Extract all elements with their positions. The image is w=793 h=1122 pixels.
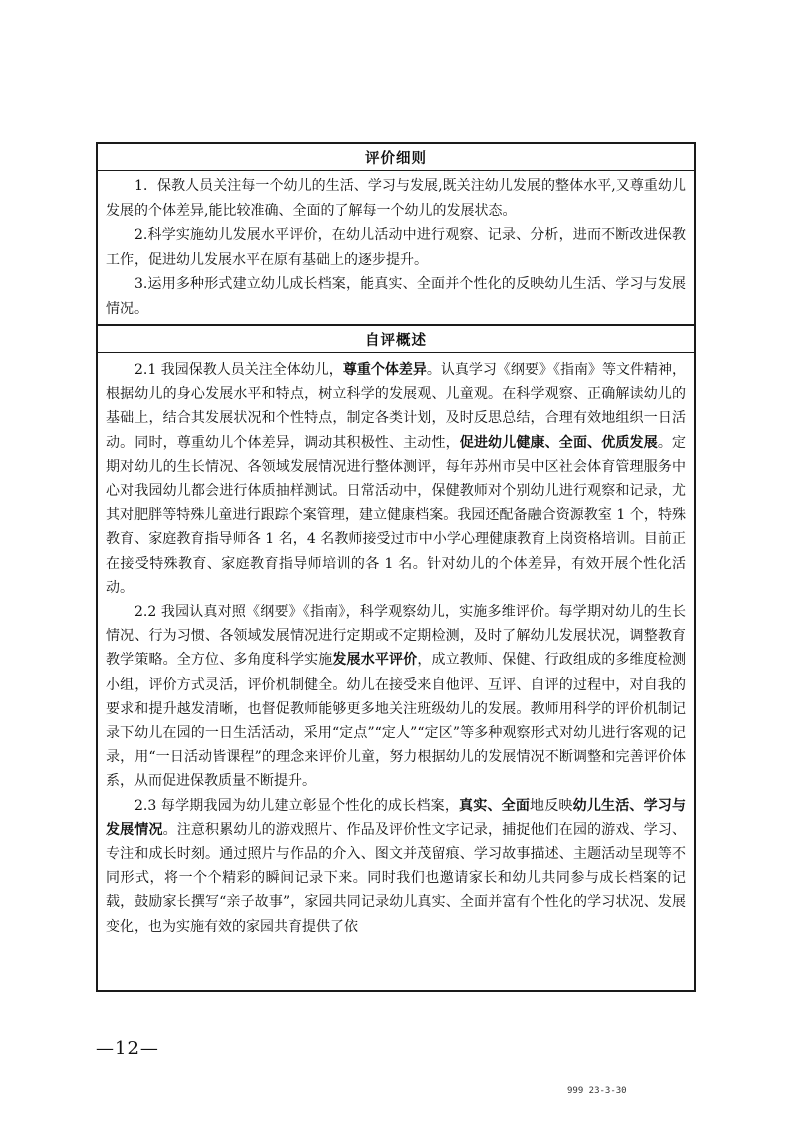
emphasis-text: 促进幼儿健康、全面、优质发展: [459, 434, 658, 451]
criteria-item: 1．保教人员关注每一个幼儿的生活、学习与发展,既关注幼儿发展的整体水平,又尊重幼儿发展的个体差异,能比较准确、全面的了解每一个幼儿的发展状态。: [106, 178, 686, 219]
text-run: 。定期对幼儿的生长情况、各领域发展情况进行整体测评，每年苏州市吴中区社会体育管理服务中心对我园幼儿都会进行体质抽样测试。日常活动中，保健教师对个别幼儿进行观察和记录，尤其对肥胖等特殊儿童进行跟踪个案管理，建立健康档案。我园还配备融合资源教室 1 个，特殊教育、家庭教育指导师各 1 名，4 名教师接受过市中小学心理健康教育上岗资格培训。目前正在接受特殊教育、家庭教育指导师培训的各 1 名。针对幼儿的个体差异，有效开展个性化活动。: [106, 434, 687, 596]
page-number: —12—: [96, 1038, 159, 1059]
print-stamp: 999 23-3-30: [567, 1086, 627, 1096]
emphasis-text: 幼儿生活、学习与发展情况: [106, 797, 687, 838]
criteria-list: [98, 171, 694, 325]
emphasis-text: 发展水平评价: [332, 652, 418, 669]
summary-body: [98, 353, 694, 990]
summary-paragraph-3: [106, 794, 686, 939]
emphasis-text: 真实、全面: [459, 797, 531, 814]
summary-paragraph-2: [106, 600, 686, 794]
text-run: 。认真学习《纲要》《指南》等文件精神，根据幼儿的身心发展水平和特点，树立科学的发展观、儿童观。在科学观察、正确解读幼儿的基础上，结合其发展状况和个性特点，制定各类计划，及时反思总结，合理有效地组织一日活动。同时，尊重幼儿个体差异，调动其积极性、主动性，: [106, 362, 687, 451]
criteria-item: 2.科学实施幼儿发展水平评价，在幼儿活动中进行观察、记录、分析，进而不断改进保教工作，促进幼儿发展水平在原有基础上的逐步提升。: [106, 227, 686, 268]
summary-paragraph-1: [106, 358, 686, 600]
text-run: 地反映: [530, 797, 573, 814]
text-run: 2.3 每学期我园为幼儿建立彰显个性化的成长档案，: [134, 797, 460, 814]
text-run: 2.1 我园保教人员关注全体幼儿，: [134, 362, 343, 378]
text-run: 2.2 我园认真对照《纲要》《指南》，科学观察幼儿，实施多维评价。每学期对幼儿的生长情况、行为习惯、各领域发展情况进行定期或不定期检测，及时了解幼儿发展状况，调整教育教学策略。全方位、多角度科学实施: [106, 604, 686, 669]
criteria-item: 3.运用多种形式建立幼儿成长档案，能真实、全面并个性化的反映幼儿生活、学习与发展情况。: [106, 276, 686, 317]
criteria-title: 评价细则: [98, 144, 694, 171]
text-run: ，成立教师、保健、行政组成的多维度检测小组，评价方式灵活，评价机制健全。幼儿在接受来自他评、互评、自评的过程中，对自我的要求和提升越发清晰，也督促教师能够更多地关注班级幼儿的发展。教师用科学的评价机制记录下幼儿在园的一日生活活动，采用“定点”“定人”“定区”等多种观察形式对幼儿进行客观的记录，用“一日活动皆课程”的理念来评价儿童，努力根据幼儿的发展情况不断调整和完善评价体系，从而促进保教质量不断提升。: [106, 652, 687, 790]
evaluation-table: [96, 142, 696, 992]
summary-title: 自评概述: [98, 325, 694, 353]
emphasis-text: 尊重个体差异: [342, 362, 427, 378]
text-run: 。注意积累幼儿的游戏照片、作品及评价性文字记录，捕捉他们在园的游戏、学习、专注和成长时刻。通过照片与作品的介入、图文并茂留痕、学习故事描述、主题活动呈现等不同形式，将一个个精彩的瞬间记录下来。同时我们也邀请家长和幼儿共同参与成长档案的记载，鼓励家长撰写“亲子故事”，家园共同记录幼儿真实、全面并富有个性化的学习状况、发展变化，也为实施有效的家园共育提供了依: [106, 821, 687, 935]
